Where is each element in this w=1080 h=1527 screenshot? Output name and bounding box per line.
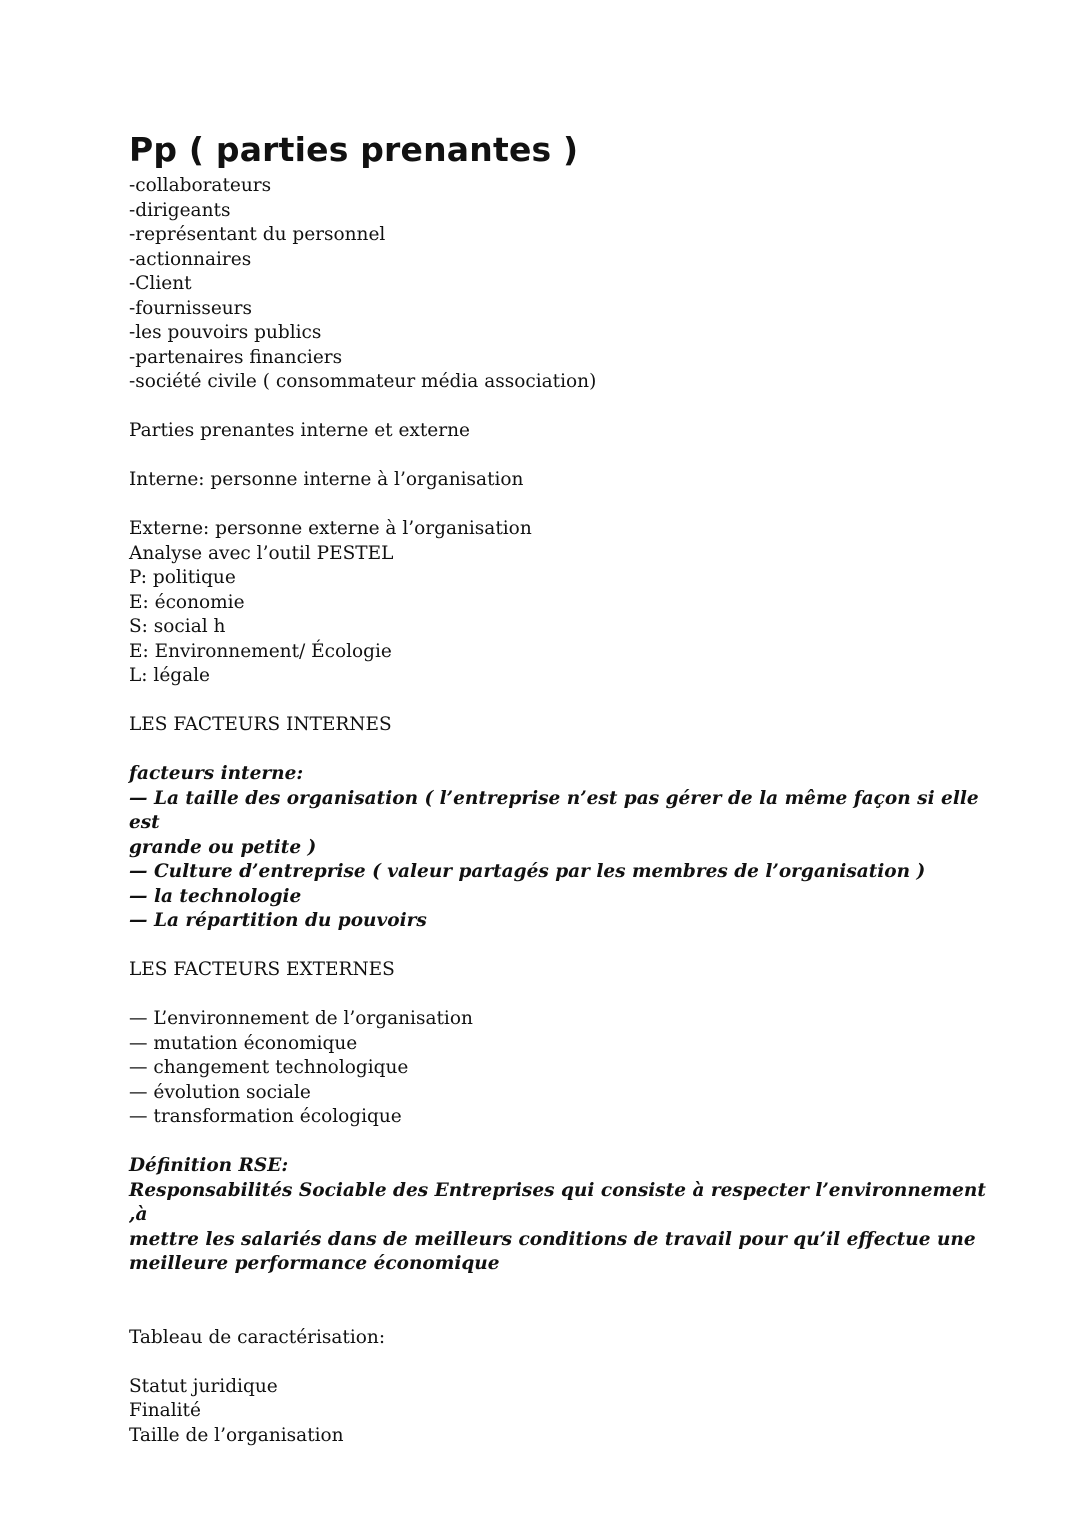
list-item: — transformation écologique <box>129 1106 402 1127</box>
internal-factors-list <box>129 787 989 934</box>
spacer <box>129 1301 989 1326</box>
page-title: Pp ( parties prenantes ) <box>129 130 579 169</box>
list-item: -représentant du personnel <box>129 224 386 245</box>
spacer <box>129 1130 989 1155</box>
list-item: -actionnaires <box>129 248 252 270</box>
list-item: E: Environnement/ Écologie <box>129 640 392 662</box>
list-item: L: légale <box>129 665 211 686</box>
list-item: — changement technologique <box>129 1057 409 1078</box>
list-item: -société civile ( consommateur média association) <box>129 371 597 392</box>
interne-definition: Interne: personne interne à l’organisation <box>129 469 524 490</box>
stakeholder-list <box>129 174 989 395</box>
external-factors-heading: LES FACTEURS EXTERNES <box>129 959 395 980</box>
spacer <box>129 1277 989 1302</box>
pestel-list <box>129 566 989 689</box>
list-item: -partenaires financiers <box>129 346 343 368</box>
internal-factors-subheading: facteurs interne: <box>129 763 304 784</box>
list-item: — évolution sociale <box>129 1081 311 1103</box>
list-item: — La taille des organisation ( l’entreprise n’est pas gérer de la même façon si elle est <box>129 787 979 833</box>
pp-intro: Parties prenantes interne et externe <box>129 420 470 441</box>
list-item: Statut juridique <box>129 1375 278 1397</box>
characterization-heading: Tableau de caractérisation: <box>129 1326 386 1348</box>
list-item: — Culture d’entreprise ( valeur partagés par les membres de l’organisation ) <box>129 861 926 882</box>
spacer <box>129 738 989 763</box>
rse-heading: Définition RSE: <box>129 1155 289 1176</box>
spacer <box>129 493 989 518</box>
characterization-list <box>129 1375 989 1449</box>
list-item: E: économie <box>129 591 245 613</box>
list-item: — La répartition du pouvoirs <box>129 910 427 931</box>
list-item: Taille de l’organisation <box>129 1424 344 1446</box>
spacer <box>129 934 989 959</box>
list-item: — mutation économique <box>129 1032 358 1054</box>
externe-definition: Externe: personne externe à l’organisation <box>129 518 532 539</box>
list-item: -Client <box>129 273 192 294</box>
spacer <box>129 1350 989 1375</box>
list-item: grande ou petite ) <box>129 836 317 858</box>
external-factors-list <box>129 1007 989 1130</box>
list-item: -dirigeants <box>129 199 231 221</box>
list-item: -les pouvoirs publics <box>129 322 322 343</box>
list-item: -collaborateurs <box>129 175 272 196</box>
spacer <box>129 689 989 714</box>
document-page <box>129 128 989 1448</box>
internal-factors-heading: LES FACTEURS INTERNES <box>129 714 392 735</box>
pestel-intro: Analyse avec l’outil PESTEL <box>129 542 394 564</box>
spacer <box>129 983 989 1008</box>
spacer <box>129 395 989 420</box>
list-item: S: social h <box>129 616 226 637</box>
rse-line: Responsabilités Sociable des Entreprises qui consiste à respecter l’environnement ,à <box>129 1179 986 1225</box>
spacer <box>129 444 989 469</box>
list-item: — la technologie <box>129 885 302 907</box>
rse-definition <box>129 1179 989 1277</box>
list-item: -fournisseurs <box>129 297 253 319</box>
rse-line: mettre les salariés dans de meilleurs conditions de travail pour qu’il effectue une <box>129 1228 976 1250</box>
rse-line: meilleure performance économique <box>129 1253 500 1274</box>
list-item: Finalité <box>129 1400 201 1421</box>
list-item: P: politique <box>129 567 236 588</box>
list-item: — L’environnement de l’organisation <box>129 1008 473 1029</box>
